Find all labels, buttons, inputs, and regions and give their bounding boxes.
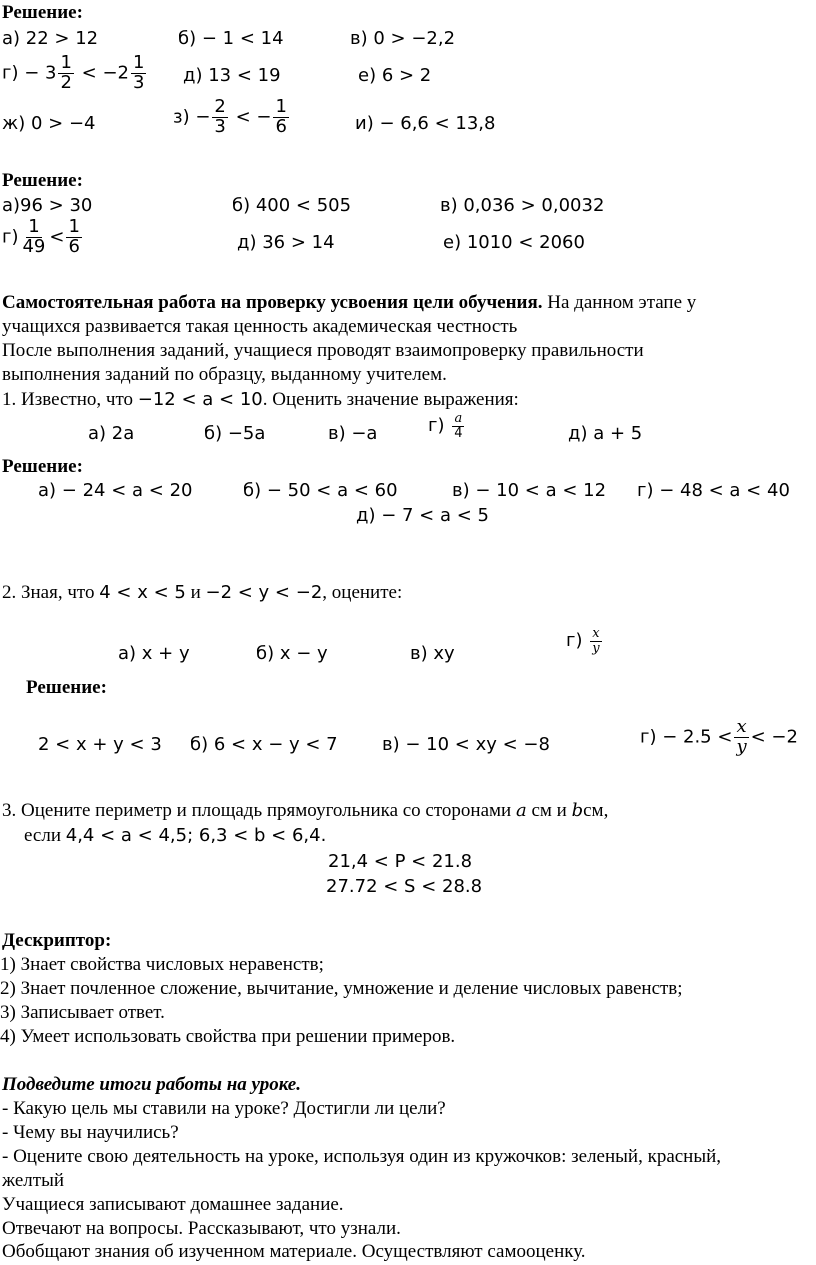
task-2-answer-a: 2 < x + y < 3 [38, 734, 162, 755]
task-1-option-b: б) −5a [204, 423, 266, 444]
answer-1z: з) − $\frac{2}{3}$ < − $\frac{1}{6}$ [173, 96, 287, 137]
descriptor-item-4: 4) Умеет использовать свойства при решении примеров. [0, 1026, 456, 1047]
answer-1b: б) − 1 < 14 [178, 28, 284, 49]
solution-heading-2: Решение: [2, 170, 83, 191]
answer-1zh: ж) 0 > −4 [2, 113, 96, 134]
task-2-answer-d: г) − 2.5 < $\frac{x}{y}$ < −2 [640, 716, 798, 757]
summary-line-2: - Чему вы научились? [2, 1122, 179, 1143]
task-3-answer-area: 27.72 < S < 28.8 [326, 876, 483, 897]
self-work-line-4: выполнения заданий по образцу, выданному учителем. [2, 364, 447, 385]
answer-2a: а)96 > 30 [2, 195, 93, 216]
summary-line-3: - Оцените свою деятельность на уроке, используя один из кружочков: зеленый, красный, [2, 1146, 722, 1167]
answer-1g: г) − 3 $\frac{1}{2}$ < −2 $\frac{1}{3}$ [2, 52, 145, 93]
self-work-line-3: После выполнения заданий, учащиеся проводят взаимопроверку правильности [2, 340, 644, 361]
task-3-answer-perimeter: 21,4 < P < 21.8 [328, 851, 473, 872]
summary-line-1: - Какую цель мы ставили на уроке? Достигли ли цели? [2, 1098, 446, 1119]
solution-heading-1: Решение: [2, 2, 83, 23]
task-2-solution-heading: Решение: [26, 677, 107, 698]
summary-line-4: желтый [2, 1170, 65, 1191]
task-2-option-c: в) xy [410, 643, 455, 664]
answer-2e: е) 1010 < 2060 [443, 232, 585, 253]
self-work-title: Самостоятельная работа на проверку усвоения цели обучения. На данном этапе у [2, 292, 697, 313]
descriptor-item-1: 1) Знает свойства числовых неравенств; [0, 954, 324, 975]
summary-line-7: Обобщают знания об изученном материале. Осуществляют самооценку. [2, 1241, 586, 1262]
task-2-option-d: г) $\frac{x}{y}$ [566, 626, 600, 656]
task-1-answer-a: а) − 24 < a < 20 [38, 480, 193, 501]
task-1-answer-d: г) − 48 < a < 40 [637, 480, 790, 501]
task-1-answer-e: д) − 7 < a < 5 [356, 505, 489, 526]
summary-line-6: Отвечают на вопросы. Рассказывают, что узнали. [2, 1218, 401, 1239]
answer-2g: г) $\frac{1}{49}$ < $\frac{1}{6}$ [2, 216, 80, 257]
descriptor-item-2: 2) Знает почленное сложение, вычитание, умножение и деление числовых равенств; [0, 978, 683, 999]
task-2-answer-b: б) 6 < x − y < 7 [190, 734, 338, 755]
descriptor-heading: Дескриптор: [2, 930, 112, 951]
answer-1i: и) − 6,6 < 13,8 [355, 113, 496, 134]
summary-line-5: Учащиеся записывают домашнее задание. [2, 1194, 344, 1215]
task-1-option-a: а) 2a [88, 423, 135, 444]
answer-2b: б) 400 < 505 [232, 195, 352, 216]
task-2-statement: 2. Зная, что 4 < x < 5 и −2 < y < −2, оцените: [2, 582, 403, 603]
task-1-option-c: в) −a [328, 423, 378, 444]
answer-2c: в) 0,036 > 0,0032 [440, 195, 605, 216]
task-1-option-d: г) $\frac{a}{4}$ [428, 411, 463, 441]
task-1-solution-heading: Решение: [2, 456, 83, 477]
task-1-answer-c: в) − 10 < a < 12 [452, 480, 607, 501]
answer-1e: е) 6 > 2 [358, 65, 432, 86]
task-2-answer-c: в) − 10 < xy < −8 [382, 734, 550, 755]
answer-1c: в) 0 > −2,2 [350, 28, 456, 49]
answer-1d: д) 13 < 19 [183, 65, 281, 86]
task-2-option-a: а) x + y [118, 643, 190, 664]
task-2-option-b: б) x − y [256, 643, 328, 664]
summary-heading: Подведите итоги работы на уроке. [2, 1074, 301, 1095]
task-3-condition: если 4,4 < a < 4,5; 6,3 < b < 6,4. [24, 825, 327, 846]
answer-1a: а) 22 > 12 [2, 28, 99, 49]
answer-2d: д) 36 > 14 [237, 232, 335, 253]
task-1-statement: 1. Известно, что −12 < a < 10. Оценить значение выражения: [2, 389, 519, 410]
task-1-option-e: д) a + 5 [568, 423, 643, 444]
self-work-line-2: учащихся развивается такая ценность академическая честность [2, 316, 518, 337]
descriptor-item-3: 3) Записывает ответ. [0, 1002, 165, 1023]
task-1-answer-b: б) − 50 < a < 60 [243, 480, 398, 501]
task-3-statement: 3. Оцените периметр и площадь прямоугольника со сторонами a см и bсм, [2, 800, 609, 821]
